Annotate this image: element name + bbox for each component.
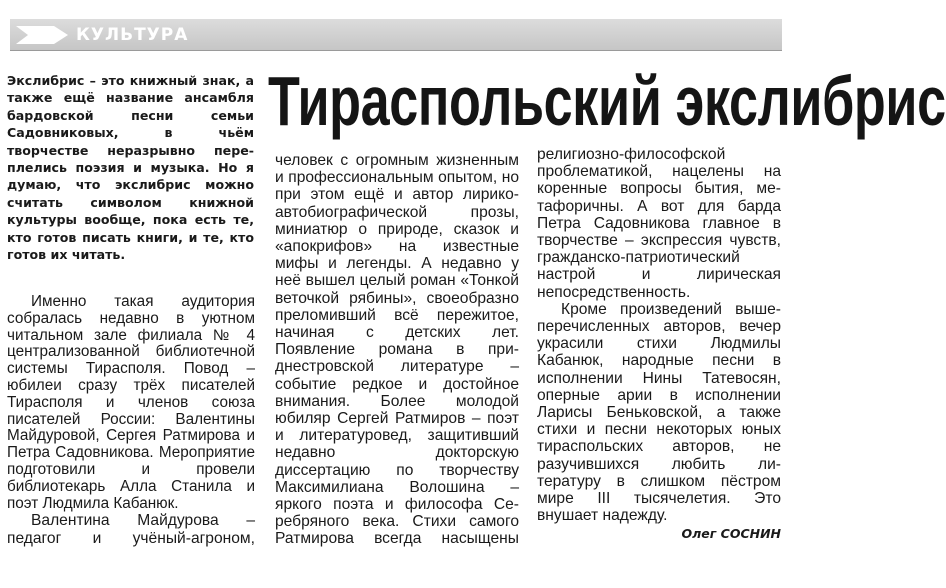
body-paragraph: религиозно-философской проблематикой, нацелены на коренные вопросы бытия, метафоричны. А вот для барда Петра Садовникова главное в творчестве – экспрессия чувств, гражданско-патриотический настрой и лирическая непосредственность. [537,146,781,301]
rubric-title: КУЛЬТУРА [76,25,189,45]
body-paragraph: Кроме произведений вышеперечисленных авторов, вечер украсили стихи Людмилы Кабанюк, народные песни в исполнении Нины Татевосян, оперные арии в исполнении Ларисы Беньковской, а также стихи и песни некоторых юных тираспольских авторов, не разучившихся любить литературу в слишком пёстром мире III тысячелетия. Это внушает надежду. [537,300,781,525]
body-paragraph: Валентина Майдурова – педагог и учёный-агроном, [7,512,255,547]
rubric-bar [10,19,782,51]
lead-paragraph: Экслибрис – это книжный знак, а также ещё название ансамбля бардовской песни семьи Садовниковых, в чьём творчестве неразрывно переплелись поэзия и музыка. Но я думаю, что экслибрис можно считать символом книжной культуры вообще, пока есть те, кто готов писать книги, и те, кто готов их читать. [7,73,254,263]
text-column-1 [7,294,255,547]
article-title: Тираспольский экслибрис [268,62,946,140]
text-column-2 [275,152,519,548]
body-paragraph: человек с огромным жизненным и профессиональным опытом, но при этом ещё и автор лирико-автобиографической прозы, миниатюр о природе, сказок и «апокрифов» на известные мифы и легенды. А недавно у неё вышел целый роман «Тонкой веточкой рябины», своеобразно преломивший всё пережитое, начиная с детских лет. Появление романа в приднестровской литературе – событие редкое и достойное внимания. Более молодой юбиляр Сергей Ратмиров – поэт и литературовед, защитивший недавно докторскую диссертацию по творчеству Максимилиана Волошина – яркого поэта и философа Серебряного века. Стихи самого Ратмирова всегда насыщены [275,152,519,548]
body-paragraph: Именно такая аудитория собралась недавно в уютном читальном зале филиала № 4 централизованной библиотечной системы Тирасполя. Повод – юбилеи сразу трёх писателей Тирасполя и членов союза писателей России: Валентины Майдуровой, Сергея Ратмирова и Петра Садовникова. Мероприятие подготовили и провели библиотекарь Алла Станила и поэт Людмила Кабанюк. [7,293,255,512]
chevron-arrow-icon [16,26,68,44]
article-lead [7,72,254,263]
text-column-3 [537,146,781,543]
author-signature: Олег СОСНИН [681,526,781,542]
